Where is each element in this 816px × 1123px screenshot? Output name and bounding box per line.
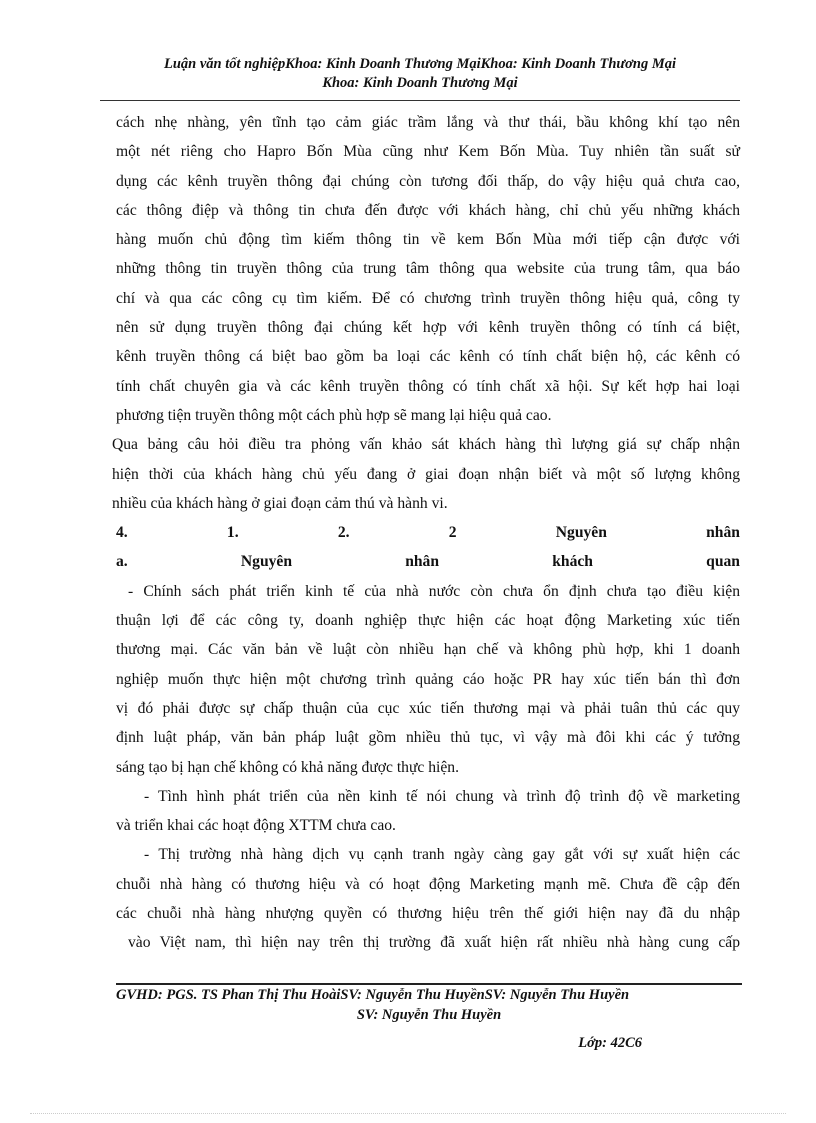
text-line: hàng muốn chủ động tìm kiếm thông tin về kem Bốn Mùa mới tiếp cận được với bbox=[116, 231, 740, 249]
text-line: vị đó phải được sự chấp thuận của cục xúc tiến thương mại và phải tuân thủ các quy bbox=[116, 699, 740, 717]
text-line: Qua bảng câu hỏi điều tra phỏng vấn khảo sát khách hàng thì lượng giá sự chấp nhận bbox=[112, 436, 740, 454]
text-line: cách nhẹ nhàng, yên tĩnh tạo cảm giác trầm lắng và thư thái, bầu không khí tạo nên bbox=[116, 114, 740, 131]
page-header bbox=[100, 55, 740, 93]
heading-word: 2 bbox=[448, 524, 457, 542]
text-line: chí và qua các công cụ tìm kiếm. Để có chương trình truyền thông hiệu quả, công ty bbox=[116, 289, 740, 307]
text-line: hiện thời của khách hàng chủ yếu đang ở giai đoạn nhận biết và một số lượng không bbox=[112, 465, 740, 483]
text-line: những thông tin truyền thông của trung tâm thông qua website của trung tâm, qua báo bbox=[116, 260, 740, 278]
footer-class: Lớp: 42C6 bbox=[578, 1035, 642, 1051]
text-line: định luật pháp, văn bản pháp luật gồm nhiều thủ tục, vì vậy mà đôi khi các ý tưởng bbox=[116, 729, 740, 747]
text-line: dụng các kênh truyền thông đại chúng còn tương đối thấp, do vậy hiệu quả chưa cao, bbox=[116, 172, 740, 190]
page-bottom-edge bbox=[30, 1113, 786, 1114]
paragraph-survey bbox=[112, 430, 740, 518]
text-line: tính chất chuyên gia và các kênh truyền thông có tính chất xã hội. Sự kết hợp hai loại bbox=[116, 377, 740, 395]
text-line: nghiệp muốn thực hiện một chương trình quảng cáo hoặc PR hay xúc tiến bán thì đơn bbox=[116, 670, 740, 688]
footer-line-1: GVHD: PGS. TS Phan Thị Thu HoàiSV: Nguyễn Thu HuyềnSV: Nguyễn Thu Huyền bbox=[116, 987, 630, 1003]
text-line: thuận lợi để các công ty, doanh nghiệp thực hiện các hoạt động Marketing xúc tiến bbox=[116, 612, 740, 630]
header-divider bbox=[100, 100, 740, 101]
section-heading-4-1-2-2 bbox=[116, 518, 740, 547]
heading-word: nhân bbox=[405, 553, 440, 571]
paragraph-policy bbox=[116, 577, 740, 782]
heading-word: 1. bbox=[226, 524, 239, 542]
text-line: sáng tạo bị hạn chế không có khả năng được thực hiện. bbox=[116, 758, 459, 776]
text-line: - Tình hình phát triển của nền kinh tế nói chung và trình độ trình độ về marketing bbox=[144, 787, 740, 805]
heading-word: khách bbox=[552, 553, 593, 571]
text-line: phương tiện truyền thông một cách phù hợp sẽ mang lại hiệu quả cao. bbox=[116, 406, 552, 424]
text-line: các thông điệp và thông tin chưa đến được với khách hàng, chỉ chủ yếu những khách bbox=[116, 201, 740, 219]
heading-word: nhân bbox=[706, 524, 740, 542]
text-line: nhiều của khách hàng ở giai đoạn cảm thú và hành vi. bbox=[112, 494, 448, 512]
heading-word: Nguyên bbox=[240, 553, 293, 571]
paragraph-economy bbox=[116, 782, 740, 841]
text-line: chuỗi nhà hàng có thương hiệu và có hoạt động Marketing mạnh mẽ. Chưa đề cập đến bbox=[116, 875, 740, 893]
heading-word: quan bbox=[706, 553, 740, 571]
text-line: thương mại. Các văn bản về luật còn nhiều hạn chế và không phù hợp, khi 1 doanh bbox=[116, 641, 740, 659]
heading-word: 4. bbox=[116, 524, 128, 542]
text-line: các chuỗi nhà hàng nhượng quyền có thương hiệu trên thế giới hiện nay đã du nhập bbox=[116, 905, 740, 923]
heading-word: 2. bbox=[337, 524, 350, 542]
text-line: - Thị trường nhà hàng dịch vụ cạnh tranh ngày càng gay gắt với sự xuất hiện các bbox=[144, 846, 740, 864]
heading-word: Nguyên bbox=[555, 524, 607, 542]
text-line: - Chính sách phát triển kinh tế của nhà nước còn chưa ổn định chưa tạo điều kiện bbox=[128, 582, 740, 600]
paragraph-market bbox=[116, 840, 740, 957]
header-line-1: Luận văn tốt nghiệpKhoa: Kinh Doanh Thương MạiKhoa: Kinh Doanh Thương Mại bbox=[164, 56, 676, 72]
text-line: nên sử dụng truyền thông đại chúng kết hợp với kênh truyền thông có tính cá biệt, bbox=[116, 319, 740, 337]
text-line: một nét riêng cho Hapro Bốn Mùa cũng như Kem Bốn Mùa. Tuy nhiên tần suất sử bbox=[116, 143, 740, 161]
page-footer bbox=[116, 985, 742, 1051]
text-line: và triển khai các hoạt động XTTM chưa cao. bbox=[116, 817, 396, 835]
document-body bbox=[112, 108, 740, 958]
text-line: vào Việt nam, thì hiện nay trên thị trường đã xuất hiện rất nhiều nhà hàng cung cấp bbox=[128, 934, 740, 952]
paragraph-communication bbox=[116, 108, 740, 430]
header-line-2: Khoa: Kinh Doanh Thương Mại bbox=[322, 75, 518, 91]
text-line: kênh truyền thông cá biệt bao gồm ba loại các kênh có tính chất biện hộ, các kênh có bbox=[116, 348, 740, 366]
footer-line-2: SV: Nguyễn Thu Huyền bbox=[356, 1007, 502, 1023]
section-heading-a bbox=[116, 547, 740, 576]
heading-word: a. bbox=[116, 553, 128, 571]
